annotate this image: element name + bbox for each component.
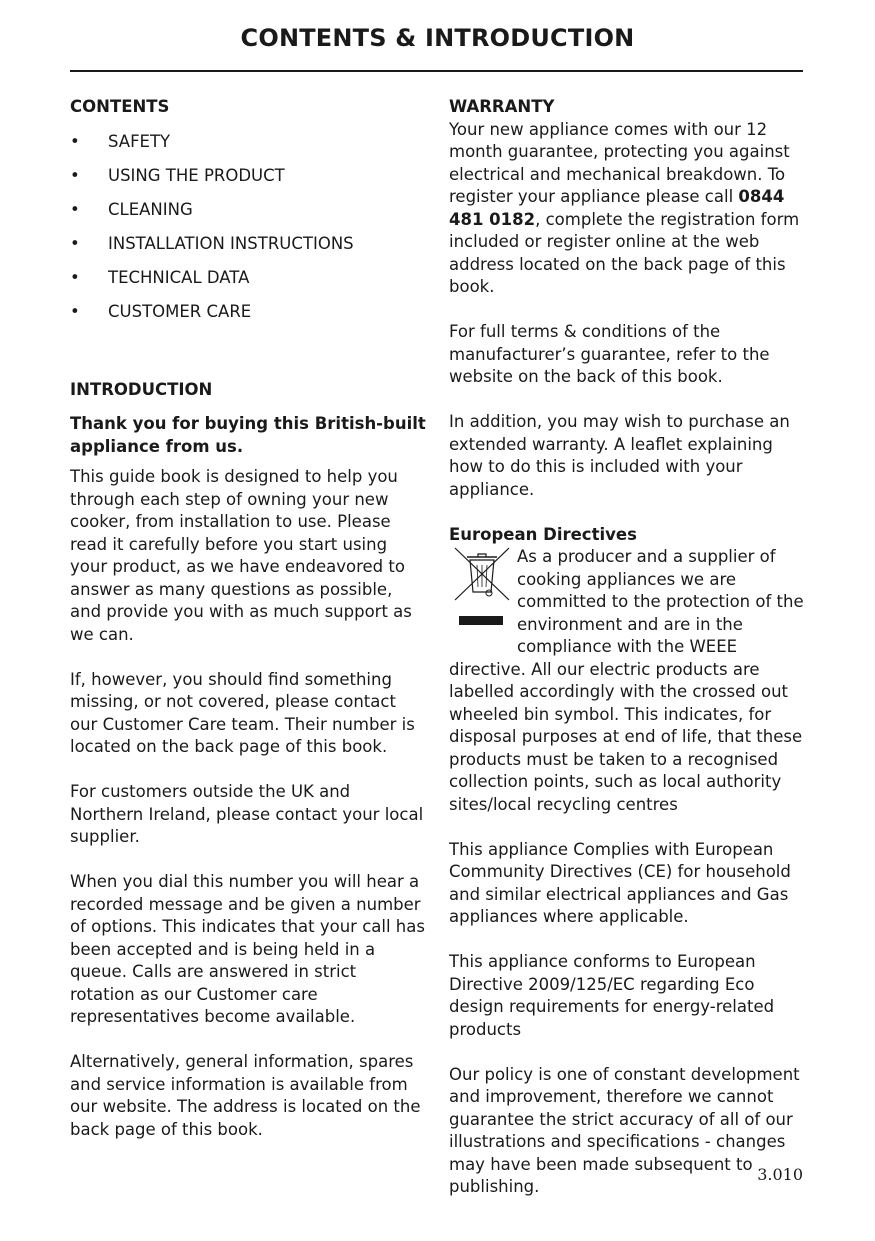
- contents-heading: CONTENTS: [70, 97, 170, 116]
- page-number: 3.010: [757, 1165, 803, 1184]
- warranty-text: Your new appliance comes with our 12 month guarantee, protecting you against electrical and mechanical breakdown. To register your appliance please call: [449, 119, 790, 206]
- weee-paragraph: As a producer and a supplier of cooking appliances we are committed to the protection of the environment and are in the compliance with the WEEE directive. All our electric products are labelled accordingly with the crossed out wheeled bin symbol. This indicates, for disposal purposes at end of life, that these products must be taken to a recognised collection points, such as local authority sites/local recycling centres: [449, 547, 804, 814]
- introduction-paragraph: If, however, you should find something missing, or not covered, please contact our Customer Care team. Their number is located on the back page of this book.: [70, 669, 415, 757]
- introduction-paragraph: This guide book is designed to help you through each step of owning your new cooker, from installation to use. Please read it carefully before you start using your product, as we have endeavored to answer as many questions as possible, and provide you with as much support as we can.: [70, 467, 412, 644]
- bullet-icon: •: [70, 302, 80, 322]
- warranty-paragraph: In addition, you may wish to purchase an extended warranty. A leaflet explaining how to do this is included with your appliance.: [449, 412, 790, 499]
- contents-item-label: SAFETY: [108, 131, 171, 151]
- bullet-icon: •: [70, 268, 80, 288]
- contents-item-technical-data: [70, 267, 426, 301]
- directives-paragraph: This appliance Complies with European Community Directives (CE) for household and similar electrical appliances and Gas appliances where applicable.: [449, 839, 791, 926]
- bullet-icon: •: [70, 131, 80, 151]
- page-title: CONTENTS & INTRODUCTION: [240, 24, 635, 52]
- introduction-heading: INTRODUCTION: [70, 379, 213, 399]
- contents-item-label: CUSTOMER CARE: [108, 302, 252, 322]
- right-column: [449, 96, 805, 1221]
- bullet-icon: •: [70, 165, 80, 185]
- directives-paragraph: This appliance conforms to European Directive 2009/125/EC regarding Eco design requirements for energy-related products: [449, 952, 775, 1039]
- contents-item-installation-instructions: [70, 233, 426, 267]
- warranty-paragraph: For full terms & conditions of the manufacturer’s guarantee, refer to the website on the back of this book.: [449, 322, 770, 386]
- contents-item-using-the-product: [70, 165, 426, 199]
- title-divider: [70, 70, 803, 72]
- warranty-phone-number: 0844 481 0182: [449, 187, 785, 229]
- european-directives-heading: European Directives: [449, 524, 637, 544]
- contents-item-label: CLEANING: [108, 199, 193, 219]
- contents-item-cleaning: [70, 199, 426, 233]
- bullet-icon: •: [70, 199, 80, 219]
- warranty-heading: WARRANTY: [449, 97, 555, 116]
- introduction-paragraph: When you dial this number you will hear a recorded message and be given a number of options. This indicates that your call has been accepted and is being held in a queue. Calls are answered in strict rotation as our Customer care representatives become available.: [70, 872, 425, 1027]
- crossed-out-wheeled-bin-icon: [449, 546, 511, 646]
- warranty-text: , complete the registration form included or register online at the web address located on the back page of this book.: [449, 209, 800, 296]
- introduction-thanks: Thank you for buying this British-built appliance from us.: [70, 414, 426, 456]
- introduction-paragraph: Alternatively, general information, spares and service information is available from our website. The address is located on the back page of this book.: [70, 1052, 421, 1139]
- contents-item-label: TECHNICAL DATA: [108, 268, 250, 288]
- contents-item-safety: [70, 131, 426, 165]
- contents-item-label: INSTALLATION INSTRUCTIONS: [108, 234, 354, 254]
- contents-item-label: USING THE PRODUCT: [108, 165, 285, 185]
- contents-list: [70, 131, 426, 336]
- directives-paragraph: Our policy is one of constant development and improvement, therefore we cannot guarantee the strict accuracy of all of our illustrations and specifications - changes may have been made subsequent to publishing.: [449, 1064, 800, 1196]
- bullet-icon: •: [70, 234, 80, 254]
- contents-item-customer-care: [70, 301, 426, 335]
- weee-block: [449, 546, 805, 816]
- introduction-paragraph: For customers outside the UK and Northern Ireland, please contact your local supplier.: [70, 782, 424, 847]
- left-column: [70, 96, 426, 1164]
- warranty-paragraph: [449, 119, 805, 299]
